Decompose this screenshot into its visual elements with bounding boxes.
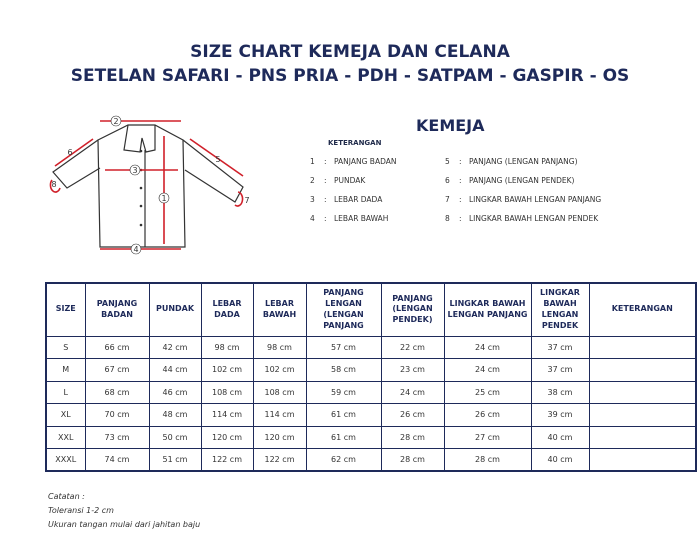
legend-number: 8 <box>445 214 450 223</box>
table-cell: 44 cm <box>149 359 201 382</box>
legend-number: 3 <box>310 195 315 204</box>
legend-label: PUNDAK <box>334 176 366 185</box>
table-cell: 28 cm <box>444 449 531 472</box>
note-sleeve: Ukuran tangan mulai dari jahitan baju <box>48 520 201 529</box>
table-cell: 102 cm <box>201 359 253 382</box>
table-cell: 59 cm <box>306 381 381 404</box>
table-cell: 73 cm <box>85 426 149 449</box>
table-cell: 37 cm <box>531 336 589 359</box>
table-cell: 46 cm <box>149 381 201 404</box>
column-header: PANJANG (LENGAN PENDEK) <box>381 283 444 336</box>
table-cell: XXXL <box>46 449 85 472</box>
legend-number: 1 <box>310 157 315 166</box>
table-row <box>46 336 696 359</box>
table-cell <box>589 336 696 359</box>
column-header: LEBAR DADA <box>201 283 253 336</box>
table-cell: 50 cm <box>149 426 201 449</box>
column-header: KETERANGAN <box>589 283 696 336</box>
table-cell: 108 cm <box>253 381 306 404</box>
legend-number: 7 <box>445 195 450 204</box>
diagram-number-8: 8 <box>51 180 57 189</box>
section-title: KEMEJA <box>416 116 485 135</box>
table-cell: 48 cm <box>149 404 201 427</box>
column-header: PANJANG LENGAN (LENGAN PANJANG <box>306 283 381 336</box>
title-line-2: SETELAN SAFARI - PNS PRIA - PDH - SATPAM - GASPIR - OS <box>70 66 630 86</box>
diagram-number-7: 7 <box>244 196 250 205</box>
table-cell: 98 cm <box>253 336 306 359</box>
legend-colon: : <box>459 176 462 185</box>
diagram-number-1: 1 <box>161 194 167 203</box>
legend-colon: : <box>324 214 327 223</box>
table-cell: 108 cm <box>201 381 253 404</box>
table-cell: 22 cm <box>381 336 444 359</box>
table-cell <box>589 426 696 449</box>
legend-number: 4 <box>310 214 315 223</box>
table-cell: 98 cm <box>201 336 253 359</box>
table-cell: 120 cm <box>201 426 253 449</box>
legend-title: KETERANGAN <box>328 139 382 147</box>
table-cell: S <box>46 336 85 359</box>
legend-colon: : <box>459 157 462 166</box>
notes <box>48 490 200 532</box>
table-cell: 61 cm <box>306 426 381 449</box>
column-header: LINGKAR BAWAH LENGAN PENDEK <box>531 283 589 336</box>
table-cell: 25 cm <box>444 381 531 404</box>
table-cell: 57 cm <box>306 336 381 359</box>
table-cell: 114 cm <box>201 404 253 427</box>
note-tolerance: Toleransi 1-2 cm <box>48 506 114 515</box>
table-row <box>46 404 696 427</box>
table-cell: 42 cm <box>149 336 201 359</box>
table-cell: 28 cm <box>381 449 444 472</box>
legend-colon: : <box>324 176 327 185</box>
legend-label: LINGKAR BAWAH LENGAN PENDEK <box>469 214 599 223</box>
legend-label: LINGKAR BAWAH LENGAN PANJANG <box>469 195 602 204</box>
legend-label: PANJANG (LENGAN PENDEK) <box>469 176 575 185</box>
table-row <box>46 426 696 449</box>
legend-label: PANJANG (LENGAN PANJANG) <box>469 157 578 166</box>
table-cell: L <box>46 381 85 404</box>
table-cell: 28 cm <box>381 426 444 449</box>
legend-colon: : <box>459 195 462 204</box>
table-row <box>46 381 696 404</box>
table-cell: 27 cm <box>444 426 531 449</box>
table-cell: 24 cm <box>444 336 531 359</box>
table-cell <box>589 381 696 404</box>
legend-colon: : <box>459 214 462 223</box>
table-cell: 114 cm <box>253 404 306 427</box>
size-table <box>45 282 697 472</box>
column-header: LEBAR BAWAH <box>253 283 306 336</box>
table-cell: M <box>46 359 85 382</box>
table-cell: 23 cm <box>381 359 444 382</box>
diagram-number-2: 2 <box>113 117 119 126</box>
legend-label: LEBAR DADA <box>334 195 383 204</box>
column-header: SIZE <box>46 283 85 336</box>
table-cell: 74 cm <box>85 449 149 472</box>
diagram-number-6: 6 <box>67 148 73 157</box>
table-cell: 122 cm <box>253 449 306 472</box>
table-cell: 61 cm <box>306 404 381 427</box>
table-row <box>46 359 696 382</box>
legend-colon: : <box>324 157 327 166</box>
table-cell: 58 cm <box>306 359 381 382</box>
table-cell: 40 cm <box>531 426 589 449</box>
table-cell: 26 cm <box>381 404 444 427</box>
table-cell: 67 cm <box>85 359 149 382</box>
table-cell: 40 cm <box>531 449 589 472</box>
legend-label: PANJANG BADAN <box>334 157 397 166</box>
legend-label: LEBAR BAWAH <box>334 214 389 223</box>
diagram-number-5: 5 <box>215 155 221 164</box>
table-cell: 66 cm <box>85 336 149 359</box>
column-header: LINGKAR BAWAH LENGAN PANJANG <box>444 283 531 336</box>
table-row <box>46 449 696 472</box>
table-cell: XL <box>46 404 85 427</box>
table-cell <box>589 404 696 427</box>
table-cell: 51 cm <box>149 449 201 472</box>
table-cell: 62 cm <box>306 449 381 472</box>
table-cell: 26 cm <box>444 404 531 427</box>
table-cell: XXL <box>46 426 85 449</box>
diagram-number-4: 4 <box>133 245 139 254</box>
table-cell: 24 cm <box>444 359 531 382</box>
table-cell <box>589 359 696 382</box>
column-header: PUNDAK <box>149 283 201 336</box>
column-header: PANJANG BADAN <box>85 283 149 336</box>
legend-number: 5 <box>445 157 450 166</box>
legend-number: 6 <box>445 176 450 185</box>
table-cell <box>589 449 696 472</box>
notes-title: Catatan : <box>48 492 85 501</box>
table-cell: 38 cm <box>531 381 589 404</box>
table-cell: 24 cm <box>381 381 444 404</box>
diagram-number-3: 3 <box>132 166 138 175</box>
table-cell: 70 cm <box>85 404 149 427</box>
table-cell: 39 cm <box>531 404 589 427</box>
title-line-1: SIZE CHART KEMEJA DAN CELANA <box>190 42 510 62</box>
table-cell: 122 cm <box>201 449 253 472</box>
table-cell: 120 cm <box>253 426 306 449</box>
table-cell: 68 cm <box>85 381 149 404</box>
legend-colon: : <box>324 195 327 204</box>
legend-number: 2 <box>310 176 315 185</box>
table-cell: 37 cm <box>531 359 589 382</box>
table-cell: 102 cm <box>253 359 306 382</box>
